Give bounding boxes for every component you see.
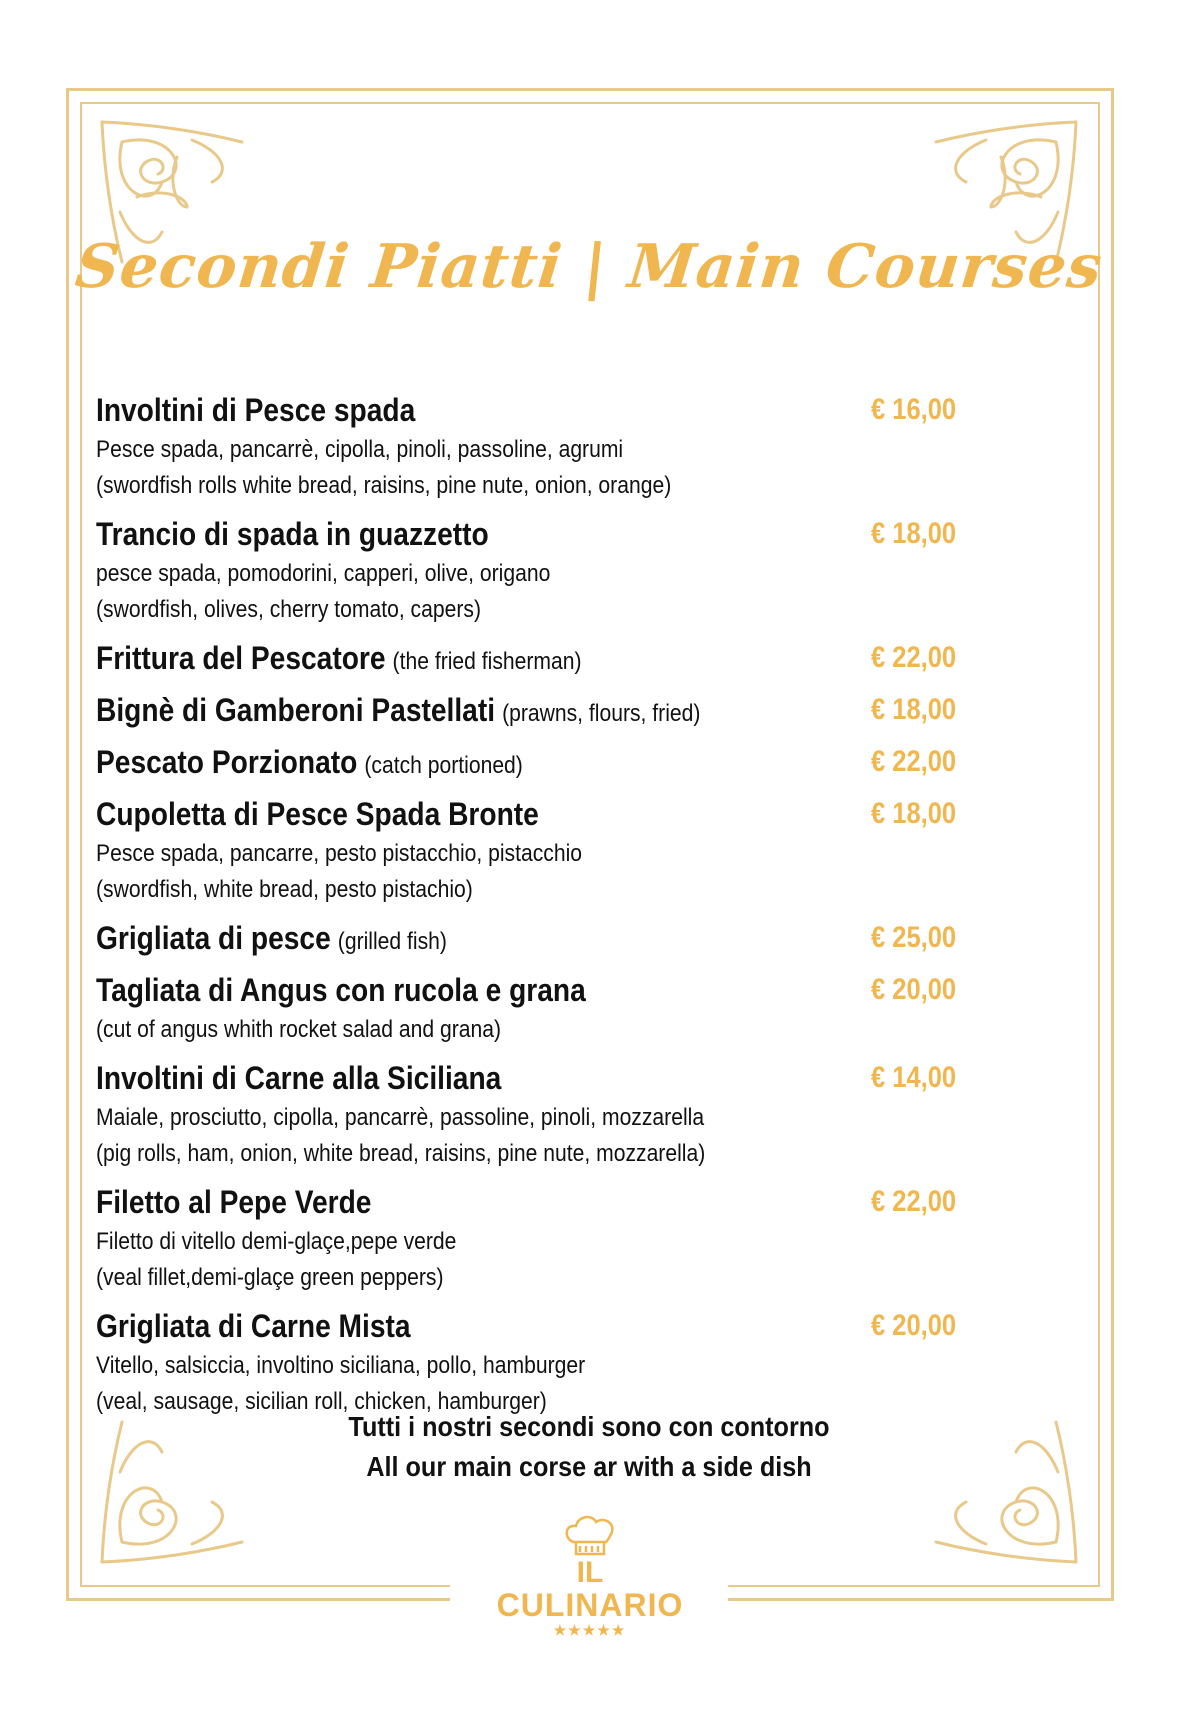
menu-item [96,968,956,1048]
dish-name: Involtini di Pesce spada [96,392,416,428]
dish-note: (prawns, flours, fried) [502,700,701,727]
dish-note: (the fried fisherman) [392,648,582,675]
dish-note: (grilled fish) [337,928,447,955]
dish-name: Involtini di Carne alla Siciliana [96,1060,502,1096]
menu-item [96,1304,956,1420]
page-title: Secondi Piatti | Main Courses [72,232,1106,302]
dish-description: pesce spada, pomodorini, capperi, olive, origano [96,560,551,587]
dish-price: € 25,00 [870,921,956,954]
dish-translation: (veal fillet,demi-glaçe green peppers) [96,1264,444,1291]
footer-line-italian: Tutti i nostri secondi sono con contorno [348,1411,830,1442]
menu-item [96,1056,956,1172]
dish-translation: (veal, sausage, sicilian roll, chicken, hamburger) [96,1388,547,1415]
dish-name: Bignè di Gamberoni Pastellati (prawns, flours, fried) [96,692,701,728]
dish-note: (catch portioned) [364,752,523,779]
menu-item [96,792,956,908]
dish-description: Filetto di vitello demi-glaçe,pepe verde [96,1228,457,1255]
dish-translation: (swordfish, olives, cherry tomato, capers) [96,596,481,623]
dish-name: Trancio di spada in guazzetto [96,516,489,552]
dish-description: Vitello, salsiccia, involtino siciliana, pollo, hamburger [96,1352,586,1379]
dish-price: € 16,00 [870,393,956,426]
chef-hat-icon [560,1512,620,1558]
dish-price: € 18,00 [870,517,956,550]
dish-name: Tagliata di Angus con rucola e grana [96,972,586,1008]
dish-translation: (pig rolls, ham, onion, white bread, raisins, pine nute, mozzarella) [96,1140,706,1167]
dish-price: € 20,00 [870,973,956,1006]
menu-item [96,388,956,504]
menu-item [96,636,956,680]
dish-description: Pesce spada, pancarrè, cipolla, pinoli, passoline, agrumi [96,436,624,463]
dish-price: € 18,00 [870,693,956,726]
dish-description: Pesce spada, pancarre, pesto pistacchio, pistacchio [96,840,583,867]
dish-translation: (swordfish rolls white bread, raisins, pine nute, onion, orange) [96,472,672,499]
dish-price: € 22,00 [870,641,956,674]
menu-item [96,512,956,628]
dish-name: Pescato Porzionato (catch portioned) [96,744,523,780]
side-dish-note [0,1407,1178,1487]
dish-name: Grigliata di Carne Mista [96,1308,411,1344]
menu-item [96,1180,956,1296]
brand-prefix: IL [576,1556,604,1589]
dish-price: € 20,00 [870,1309,956,1342]
dish-name: Filetto al Pepe Verde [96,1184,372,1220]
brand-logo [470,1512,710,1638]
dish-price: € 22,00 [870,1185,956,1218]
dish-price: € 18,00 [870,797,956,830]
dish-name: Frittura del Pescatore (the fried fisherman) [96,640,582,676]
brand-name: CULINARIO [496,1587,684,1623]
star-rating: ★★★★★ [553,1622,627,1638]
menu-list [96,388,956,1428]
menu-item [96,916,956,960]
menu-item [96,688,956,732]
dish-price: € 22,00 [870,745,956,778]
dish-price: € 14,00 [870,1061,956,1094]
dish-name: Cupoletta di Pesce Spada Bronte [96,796,539,832]
dish-name: Grigliata di pesce (grilled fish) [96,920,447,956]
menu-item [96,740,956,784]
dish-description: Maiale, prosciutto, cipolla, pancarrè, passoline, pinoli, mozzarella [96,1104,705,1131]
footer-line-english: All our main corse ar with a side dish [366,1451,812,1482]
dish-translation: (swordfish, white bread, pesto pistachio) [96,876,473,903]
dish-translation: (cut of angus whith rocket salad and grana) [96,1016,502,1043]
